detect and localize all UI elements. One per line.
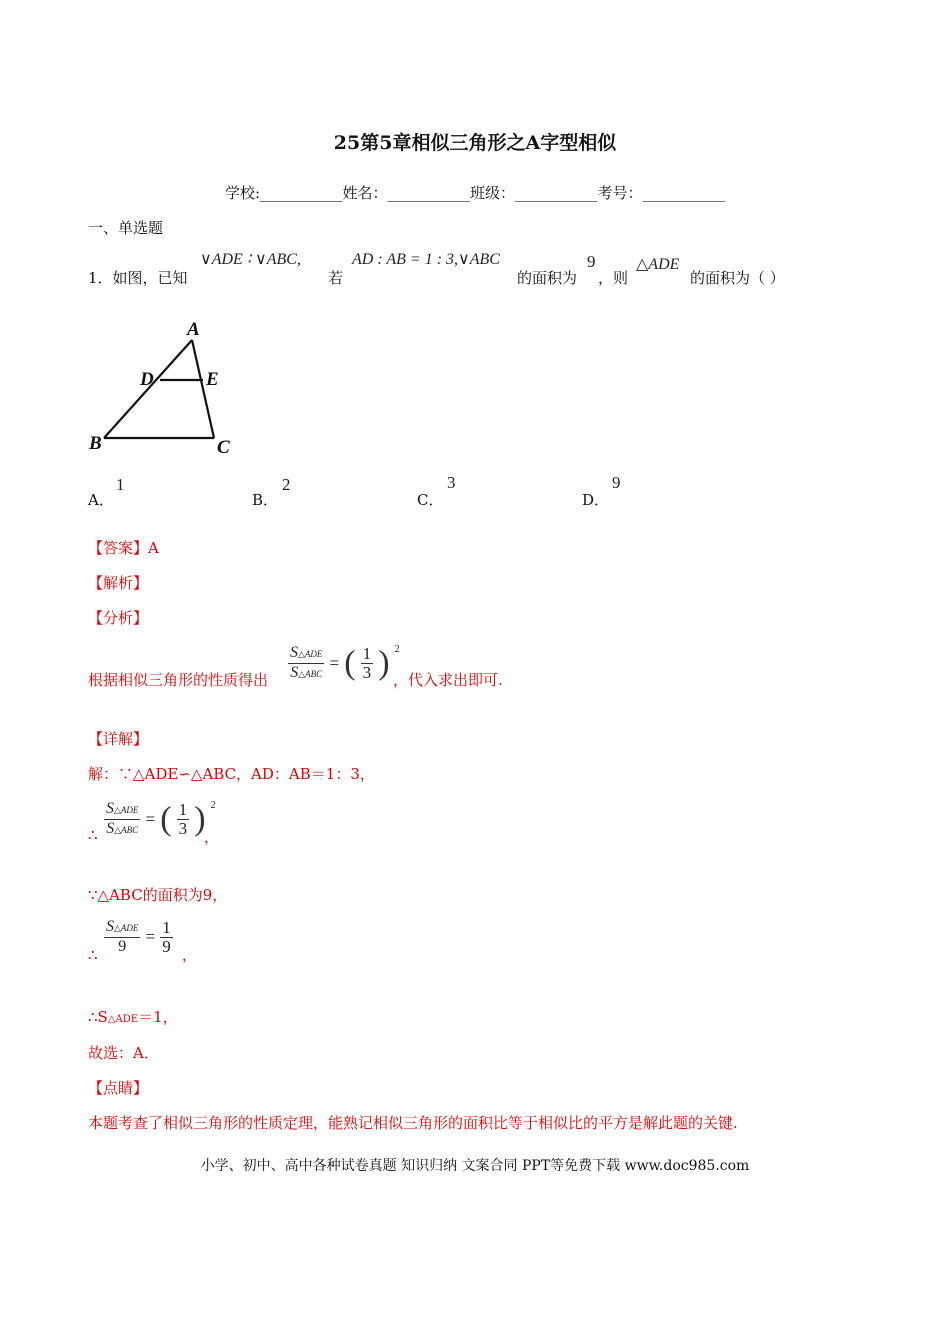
q1-ruo: 若 [328,269,344,287]
triangle-figure [84,315,244,460]
step-2-therefore: ∴ [88,826,98,844]
option-a-value: 1 [116,475,125,494]
q1-math-ratio: AD : AB = 1 : 3,∨ABC [352,251,500,268]
step-5: ∴S△ADE＝1， [88,1008,178,1026]
vertex-label-a: A [187,319,200,340]
vertex-label-d: D [140,369,154,390]
footer-text: 小学、初中、高中各种试卷真题 知识归纳 文案合同 PPT等免费下载 www.doc985.com [200,1158,750,1174]
q1-prefix: 1．如图，已知 [88,269,188,287]
guxuan: 故选：A． [88,1044,159,1062]
option-d-letter: D． [582,491,610,509]
step-4-therefore: ∴ [88,946,98,964]
student-info-line: 学校:___________姓名：___________班级：___________考号：___________ [224,184,726,202]
q1-suffix: 的面积为（ ） [690,269,785,287]
answer-label: 【答案】A [88,539,159,557]
xiangjie-label: 【详解】 [88,730,149,748]
formula-one-third: $\frac{1}{3}$ [362,644,372,682]
formula-area-ratio: $\frac{\text{S△ADE}}{\text{S△ABC}}$ [290,644,323,681]
q1-area-nine: 9 [587,252,596,271]
q1-mid-text: 的面积为 [517,269,578,287]
section-heading: 一、单选题 [88,219,164,237]
step-3: ∵△ABC的面积为9， [88,886,228,904]
vertex-label-b: B [89,433,102,454]
analysis-formula: $\frac{\text{S△ADE}}{\text{S△ABC}}$ = ( $\frac{1}{3}$ ) $^2$ [290,644,400,682]
option-c-letter: C． [417,491,444,509]
step-4-formula: $\frac{\text{S△ADE}}{9}$ = $\frac{1}{9}$ [106,917,171,956]
step-2-comma: ， [204,828,220,846]
vertex-label-e: E [206,369,219,390]
conclusion: 本题考查了相似三角形的性质定理，能熟记相似三角形的面积比等于相似比的平方是解此题的关键. [88,1114,738,1132]
analysis-prefix: 根据相似三角形的性质得出 [88,671,269,689]
step-2-formula: $\frac{\text{S△ADE}}{\text{S△ABC}}$ = ( $\frac{1}{3}$ ) $^2$ [106,800,216,838]
q1-math-similar: ∨ADE ∶ ∨ABC, [200,251,301,268]
q1-math-ade: △ADE [636,256,680,273]
q1-ze: ，则 [598,269,629,287]
option-d-value: 9 [612,473,621,492]
jiexi-label: 【解析】 [88,574,149,592]
analysis-suffix: ，代入求出即可. [393,671,503,689]
option-b-letter: B． [252,491,279,509]
step-4-comma: ， [182,946,198,964]
vertex-label-c: C [217,437,230,458]
fenxi-label: 【分析】 [88,609,149,627]
page-title: 25第5章相似三角形之A字型相似 [333,132,617,154]
option-c-value: 3 [447,473,456,492]
option-b-value: 2 [282,475,291,494]
dianjing-label: 【点睛】 [88,1079,149,1097]
step-1: 解：∵△ADE∽△ABC，AD：AB＝1：3， [88,765,375,783]
option-a-letter: A． [88,491,114,509]
